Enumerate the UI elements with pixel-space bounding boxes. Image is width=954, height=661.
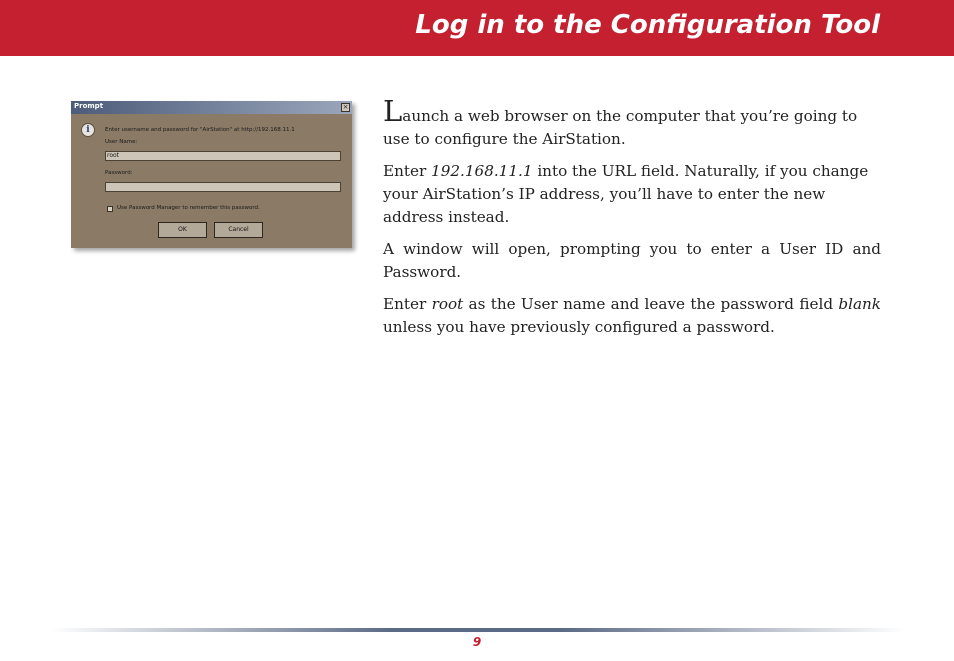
instructions [383, 94, 882, 348]
paragraph-enter-root [383, 293, 881, 339]
ip-address: 192.168.11.1 [431, 162, 533, 180]
login-prompt-dialog-screenshot [71, 101, 352, 248]
user-name-label: User Name: [105, 139, 138, 145]
enter-root-rest: unless you have previously configured a password. [383, 318, 775, 336]
remember-password-checkbox [107, 206, 113, 212]
remember-password-label: Use Password Manager to remember this password. [117, 205, 260, 211]
paragraph-launch-browser [383, 94, 881, 151]
enter-root-middle: as the User name and leave the password field [463, 295, 839, 313]
dialog-title-bar [71, 101, 352, 114]
close-icon: × [342, 103, 349, 111]
dialog-message: Enter username and password for "AirStation" at http://192.168.11.1 [105, 127, 295, 133]
password-label: Password: [105, 170, 133, 176]
paragraph-enter-ip [383, 160, 881, 229]
paragraph-window-opens: A window will open, prompting you to enter a User ID and Password. [383, 240, 881, 281]
footer-divider [50, 628, 904, 632]
enter-root-lead: Enter [383, 295, 432, 313]
enter-ip-rest: into the URL field. Naturally, if you change your AirStation’s IP address, you’ll have to enter the new address instead. [383, 162, 869, 226]
ok-button: OK [158, 222, 207, 238]
blank-word: blank [838, 295, 882, 313]
password-input [105, 182, 341, 192]
cancel-button: Cancel [214, 222, 263, 238]
paragraph-launch-browser-text: aunch a web browser on the computer that you’re going to use to configure the AirStation. [383, 107, 858, 148]
page-number: 9 [472, 635, 482, 649]
page-title: Log in to the Configuration Tool [415, 10, 880, 40]
dialog-title: Prompt [74, 102, 104, 110]
user-name-input: root [105, 151, 341, 161]
root-username: root [431, 295, 464, 313]
page-header [0, 0, 954, 56]
enter-ip-lead: Enter [383, 162, 432, 180]
drop-cap: L [383, 94, 403, 128]
info-icon: i [81, 123, 95, 137]
